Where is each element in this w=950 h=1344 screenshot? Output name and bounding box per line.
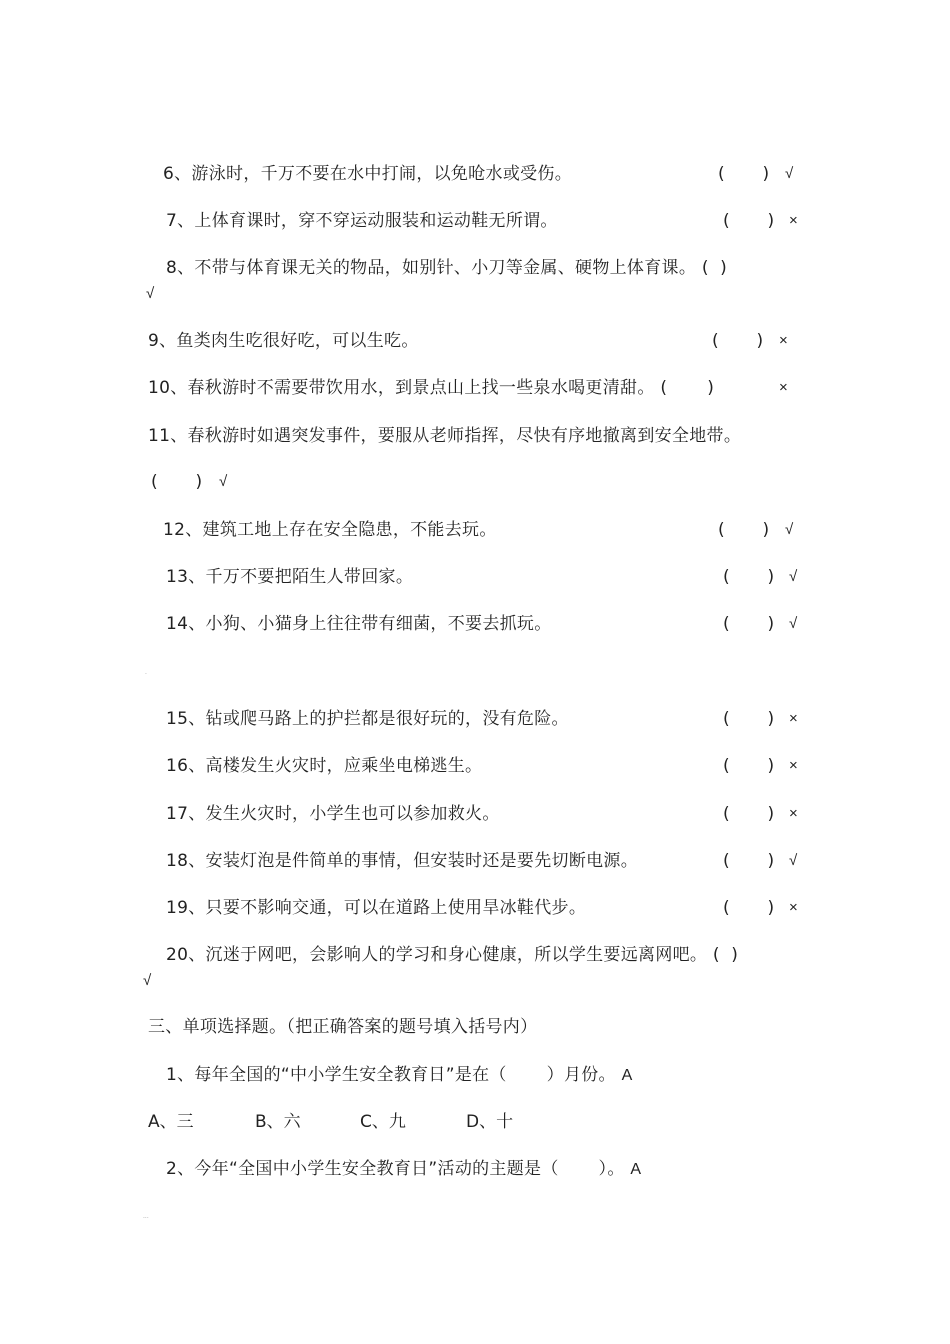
question-item [148,377,714,399]
question-item [166,257,727,279]
answer-mark: × [789,805,798,822]
answer-parentheses: ( ) [723,851,775,871]
answer-mark: × [789,212,798,229]
answer-mark: √ [789,568,798,585]
question-item [163,519,497,541]
question-text: 10、春秋游时不需要带饮用水，到景点山上找一些泉水喝更清甜。 ( ) [148,378,715,398]
question-text: 8、不带与体育课无关的物品，如别针、小刀等金属、硬物上体育课。 ( ) [166,258,728,278]
answer-mark: × [789,899,798,916]
answer-parentheses: ( ) [723,211,775,231]
answer-parentheses: ( ) [151,472,203,492]
option-d: D、十 [466,1112,514,1132]
answer-mark: √ [785,165,794,182]
question-item [166,566,413,588]
question-item [166,850,638,872]
question-text: 1、每年全国的“中小学生安全教育日”是在（ ）月份。 [166,1065,616,1085]
answer-parentheses: ( ) [723,756,775,776]
question-item [166,613,552,635]
page-mark: ··· [143,1215,149,1222]
question-text: 2、今年“全国中小学生安全教育日”活动的主题是（ ）。 [166,1159,625,1179]
answer-mark: √ [789,615,798,632]
page-mark: · [145,671,147,678]
answer-mark: √ [146,285,155,302]
question-text: 16、高楼发生火灾时，应乘坐电梯逃生。 [166,756,483,776]
question-text: 15、钻或爬马路上的护拦都是很好玩的，没有危险。 [166,709,569,729]
answer-parentheses: ( ) [723,804,775,824]
question-text: 20、沉迷于网吧，会影响人的学习和身心健康，所以学生要远离网吧。 ( ) [166,945,739,965]
question-text: 17、发生火灾时，小学生也可以参加救火。 [166,804,500,824]
question-item [166,803,500,825]
answer-mark: √ [219,473,228,490]
question-text: 14、小狗、小猫身上往往带有细菌，不要去抓玩。 [166,614,552,634]
question-item [166,944,738,966]
answer-parentheses: ( ) [718,520,770,540]
answer-parentheses: ( ) [723,567,775,587]
question-text: 6、游泳时，千万不要在水中打闹，以免呛水或受伤。 [163,164,573,184]
answer-mark: A [621,1067,633,1084]
answer-parentheses: ( ) [712,331,764,351]
answer-parentheses: ( ) [718,164,770,184]
answer-parentheses: ( ) [723,709,775,729]
answer-mark: × [789,757,798,774]
question-text: 13、千万不要把陌生人带回家。 [166,567,414,587]
question-item [166,897,586,919]
answer-mark: √ [785,521,794,538]
answer-parentheses: ( ) [723,898,775,918]
answer-mark: × [789,710,798,727]
choice-question [166,1064,633,1087]
option-b: B、六 [255,1112,301,1132]
question-text: 11、春秋游时如遇突发事件，要服从老师指挥，尽快有序地撤离到安全地带。 [148,426,742,446]
question-item [148,330,419,352]
question-item [166,708,569,730]
question-text: 7、上体育课时，穿不穿运动服装和运动鞋无所谓。 [166,211,558,231]
answer-mark: √ [143,972,152,989]
answer-mark: × [779,379,788,396]
answer-parentheses: ( ) [723,614,775,634]
option-c: C、九 [360,1112,406,1132]
choice-question [166,1158,641,1181]
question-item [166,755,482,777]
question-text: 12、建筑工地上存在安全隐患，不能去玩。 [163,520,497,540]
section-heading: 三、单项选择题。（把正确答案的题号填入括号内） [148,1017,538,1037]
answer-mark: √ [789,852,798,869]
option-a: A、三 [148,1112,194,1132]
question-text: 19、只要不影响交通，可以在道路上使用旱冰鞋代步。 [166,898,587,918]
question-item [163,163,572,185]
question-text: 9、鱼类肉生吃很好吃，可以生吃。 [148,331,419,351]
answer-mark: A [630,1161,642,1178]
answer-mark: × [779,332,788,349]
question-item [148,425,741,447]
question-item [166,210,558,232]
question-text: 18、安装灯泡是件简单的事情，但安装时还是要先切断电源。 [166,851,639,871]
